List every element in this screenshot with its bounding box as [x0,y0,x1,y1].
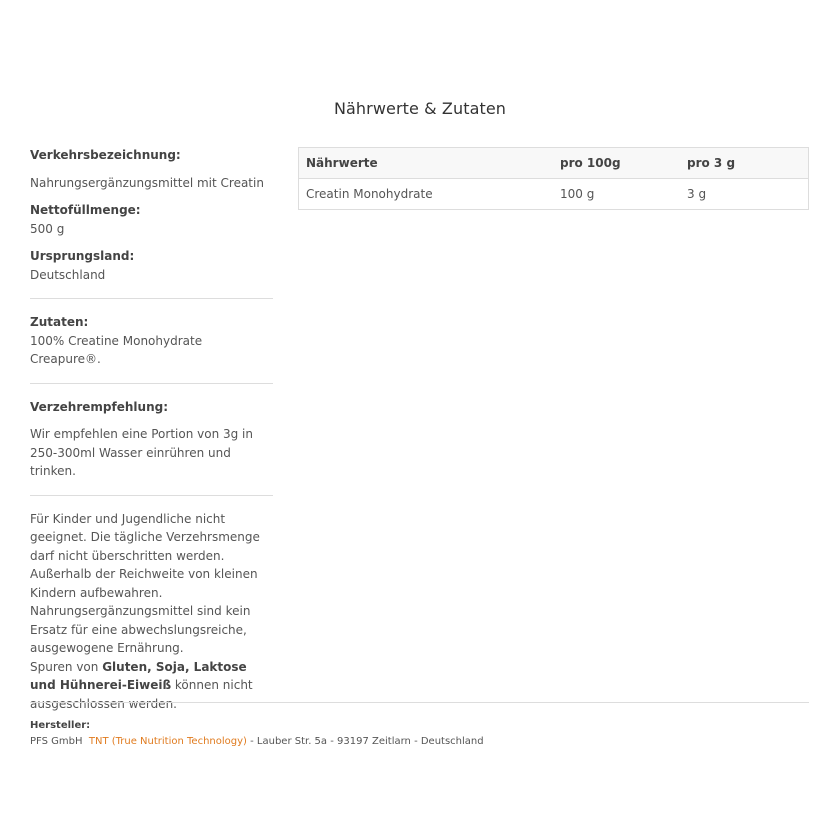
manufacturer-block [30,718,484,750]
origin-label: Ursprungsland: [30,249,135,263]
nutrition-table-header-row [299,148,809,179]
designation-label: Verkehrsbezeichnung: [30,148,181,162]
table-row [299,179,809,210]
traces-suffix: können nicht ausgeschlossen werden. [30,678,253,711]
manufacturer-company: PFS GmbH [30,736,83,747]
nutrition-cell-per-100g: 100 g [553,179,680,210]
warning-text: Für Kinder und Jugendliche nicht geeignet. Die tägliche Verzehrsmenge darf nicht überschritten werden. Außerhalb der Reichweite von kleinen Kindern aufbewahren. Nahrungsergänzungsmittel sind kein Ersatz für eine abwechslungsreiche, ausgewogene Ernährung. [30,511,260,655]
manufacturer-label: Hersteller: [30,720,91,731]
designation-value: Nahrungsergänzungsmittel mit Creatin [30,175,264,190]
ingredients-value: 100% Creatine Monohydrate Creapure®. [30,333,203,366]
nutrition-cell-nutrient: Creatin Monohydrate [299,179,554,210]
nutrition-header-per-3g: pro 3 g [680,148,809,179]
nutrition-header-per-100g: pro 100g [553,148,680,179]
manufacturer-address: - Lauber Str. 5a - 93197 Zeitlarn - Deutschland [250,736,484,747]
traces-prefix: Spuren von [30,659,103,674]
section-divider [30,383,273,384]
recommendation-value: Wir empfehlen eine Portion von 3g in 250-300ml Wasser einrühren und trinken. [30,427,253,478]
warning-text-block [30,510,273,714]
section-divider [30,495,273,496]
product-info-column [30,146,273,713]
traces-allergens: Gluten, Soja, Laktose und Hühnerei-Eiweiß [30,659,247,692]
section-divider [30,298,273,299]
ingredients-label: Zutaten: [30,315,89,329]
nutrition-cell-per-3g: 3 g [680,179,809,210]
brand-link[interactable]: TNT (True Nutrition Technology) [88,736,247,747]
recommendation-label: Verzehrempfehlung: [30,399,168,414]
nutrition-header-nutrient: Nährwerte [299,148,554,179]
net-quantity-value: 500 g [30,221,65,236]
footer-divider [30,702,809,703]
nutrition-table [298,147,809,210]
page-title: Nährwerte & Zutaten [333,99,507,119]
origin-value: Deutschland [30,267,106,282]
net-quantity-label: Nettofüllmenge: [30,203,141,217]
